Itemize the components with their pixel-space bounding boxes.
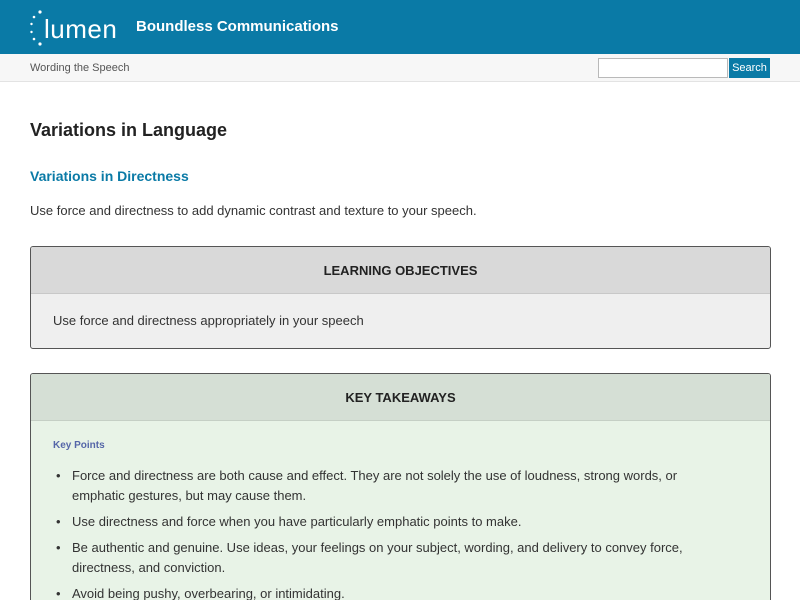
- page-title: Variations in Language: [30, 120, 228, 140]
- top-header: [0, 0, 800, 54]
- learning-objectives-text: Use force and directness appropriately in your speech: [53, 313, 364, 328]
- logo-text: lumen: [44, 14, 118, 44]
- list-item: • Avoid being pushy, overbearing, or intimidating.: [53, 584, 733, 600]
- learning-objectives-heading: LEARNING OBJECTIVES: [31, 247, 770, 294]
- list-item: • Force and directness are both cause and effect. They are not solely the use of loudness, strong words, or emphatic gestures, but may cause them.: [53, 466, 733, 506]
- learning-objectives-box: [30, 246, 771, 349]
- search-button[interactable]: Search: [729, 58, 770, 78]
- course-title[interactable]: Boundless Communications: [136, 18, 339, 35]
- list-item: • Use directness and force when you have particularly emphatic points to make.: [53, 512, 733, 532]
- sub-header: [0, 54, 800, 82]
- lumen-logo[interactable]: [28, 8, 118, 48]
- search-input[interactable]: [598, 58, 728, 78]
- breadcrumb[interactable]: Wording the Speech: [30, 62, 130, 74]
- list-item: • Be authentic and genuine. Use ideas, your feelings on your subject, wording, and delivery to convey force, directness, and conviction.: [53, 538, 733, 578]
- key-takeaways-box: [30, 373, 771, 600]
- key-takeaways-heading: KEY TAKEAWAYS: [31, 374, 770, 421]
- key-points-list: [53, 466, 733, 600]
- intro-text: Use force and directness to add dynamic contrast and texture to your speech.: [30, 203, 477, 218]
- section-title: Variations in Directness: [30, 168, 189, 184]
- key-points-label: Key Points: [53, 440, 105, 451]
